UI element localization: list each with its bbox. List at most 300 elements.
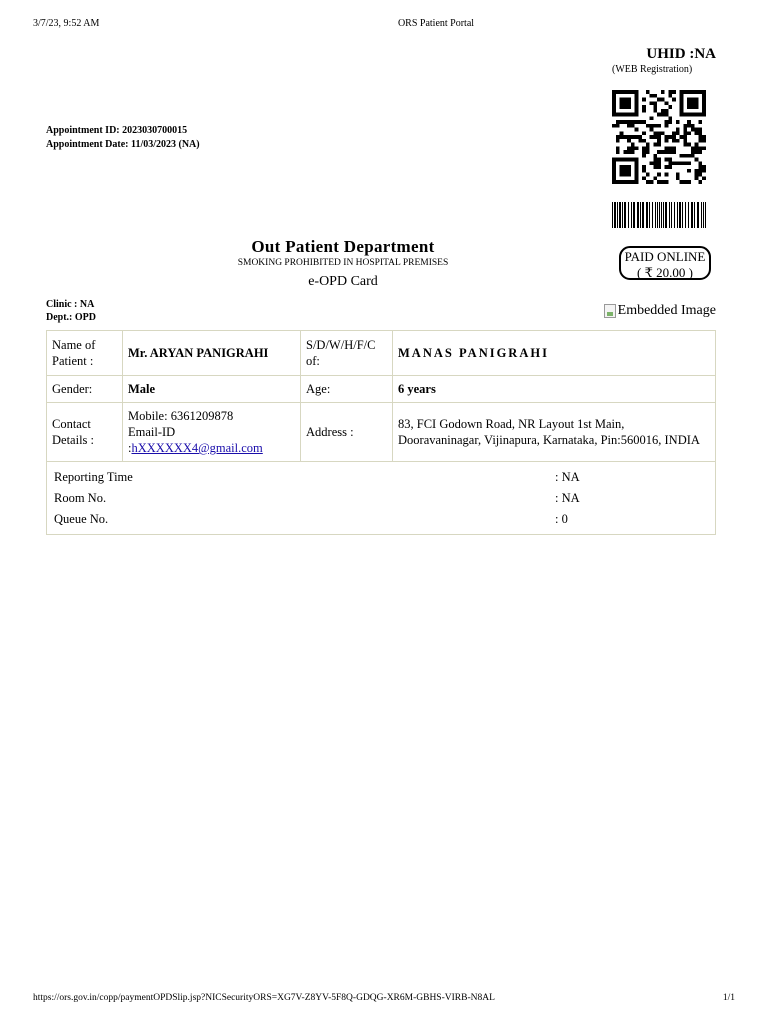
qr-module <box>665 135 669 139</box>
qr-module <box>680 90 684 94</box>
qr-module <box>642 169 646 173</box>
card-title: e-OPD Card <box>308 274 378 289</box>
qr-module <box>680 98 684 102</box>
qr-module <box>623 135 627 139</box>
appointment-date: Appointment Date: 11/03/2023 (NA) <box>46 139 200 150</box>
qr-module <box>616 139 620 143</box>
barcode-bar <box>631 202 632 228</box>
qr-module <box>698 113 702 117</box>
barcode-bar <box>646 202 648 228</box>
qr-module <box>616 120 620 124</box>
qr-module <box>665 113 669 117</box>
visit-row <box>54 512 704 527</box>
qr-module <box>665 109 669 113</box>
visit-info-box <box>46 462 716 535</box>
qr-module <box>635 113 639 117</box>
qr-module <box>627 113 631 117</box>
qr-module <box>631 124 635 128</box>
qr-module <box>702 113 706 117</box>
embedded-image-alt: Embedded Image <box>617 303 716 318</box>
email-link[interactable]: hXXXXXX4@gmail.com <box>131 441 263 455</box>
name-label: Name of Patient : <box>47 331 123 376</box>
qr-module <box>668 90 672 94</box>
reporting-time-value: : NA <box>555 470 580 484</box>
qr-module <box>646 90 650 94</box>
qr-module <box>623 105 627 109</box>
qr-module <box>612 173 616 177</box>
contact-label: Contact Details : <box>47 403 123 462</box>
registration-type: (WEB Registration) <box>612 64 693 75</box>
qr-module <box>653 105 657 109</box>
qr-module <box>665 124 669 128</box>
qr-module <box>702 146 706 150</box>
qr-module <box>623 120 627 124</box>
qr-module <box>691 105 695 109</box>
qr-module <box>691 150 695 154</box>
uhid-label: UHID :NA <box>646 46 716 62</box>
qr-module <box>612 98 616 102</box>
qr-module <box>676 161 680 165</box>
qr-module <box>623 169 627 173</box>
barcode-bar <box>661 202 662 228</box>
qr-module <box>665 101 669 105</box>
qr-module <box>695 143 699 147</box>
qr-module <box>695 101 699 105</box>
qr-module <box>687 98 691 102</box>
visit-row <box>54 470 704 485</box>
table-row <box>47 403 716 462</box>
qr-module <box>683 180 687 184</box>
qr-module <box>635 135 639 139</box>
qr-module <box>702 98 706 102</box>
qr-module <box>616 150 620 154</box>
qr-module <box>657 124 661 128</box>
qr-module <box>672 150 676 154</box>
qr-module <box>616 90 620 94</box>
qr-module <box>698 128 702 132</box>
qr-module <box>661 109 665 113</box>
qr-module <box>668 116 672 120</box>
qr-module <box>702 101 706 105</box>
qr-module <box>642 105 646 109</box>
qr-module <box>668 165 672 169</box>
qr-module <box>683 90 687 94</box>
age-label: Age: <box>301 376 393 403</box>
qr-module <box>620 180 624 184</box>
qr-module <box>620 90 624 94</box>
appointment-id: Appointment ID: 2023030700015 <box>46 125 188 136</box>
qr-module <box>653 161 657 165</box>
qr-module <box>687 124 691 128</box>
qr-module <box>653 154 657 158</box>
qr-module <box>620 158 624 162</box>
qr-module <box>623 90 627 94</box>
qr-module <box>635 169 639 173</box>
qr-module <box>680 109 684 113</box>
embedded-image <box>604 303 716 319</box>
qr-module <box>657 98 661 102</box>
qr-module <box>635 90 639 94</box>
qr-module <box>620 135 624 139</box>
qr-module <box>612 169 616 173</box>
qr-module <box>650 161 654 165</box>
qr-module <box>687 161 691 165</box>
qr-module <box>683 131 687 135</box>
qr-module <box>665 146 669 150</box>
queue-no-label: Queue No. <box>54 512 109 526</box>
patient-name: Mr. ARYAN PANIGRAHI <box>123 331 301 376</box>
qr-module <box>620 131 624 135</box>
qr-module <box>683 113 687 117</box>
qr-module <box>616 180 620 184</box>
qr-module <box>631 146 635 150</box>
barcode-bar <box>674 202 675 228</box>
barcode-bar <box>679 202 681 228</box>
qr-module <box>676 176 680 180</box>
qr-module <box>687 101 691 105</box>
queue-no-value: : 0 <box>555 512 568 526</box>
qr-module <box>653 158 657 162</box>
qr-module <box>683 143 687 147</box>
qr-module <box>627 173 631 177</box>
qr-module <box>631 180 635 184</box>
qr-module <box>616 158 620 162</box>
qr-module <box>627 180 631 184</box>
barcode-bar <box>624 202 626 228</box>
qr-module <box>657 113 661 117</box>
qr-module <box>698 131 702 135</box>
qr-module <box>672 135 676 139</box>
barcode-bar <box>703 202 704 228</box>
qr-module <box>623 180 627 184</box>
qr-module <box>650 101 654 105</box>
qr-module <box>676 173 680 177</box>
qr-module <box>687 120 691 124</box>
qr-module <box>623 165 627 169</box>
qr-module <box>672 161 676 165</box>
qr-module <box>635 173 639 177</box>
qr-module <box>698 173 702 177</box>
barcode-bar <box>657 202 658 228</box>
qr-module <box>623 113 627 117</box>
qr-module <box>695 176 699 180</box>
qr-module <box>635 146 639 150</box>
qr-module <box>702 90 706 94</box>
qr-module <box>620 105 624 109</box>
qr-module <box>612 176 616 180</box>
qr-module <box>631 158 635 162</box>
clinic-name: Clinic : NA <box>46 299 95 310</box>
qr-module <box>680 180 684 184</box>
qr-module <box>657 135 661 139</box>
qr-module <box>635 176 639 180</box>
barcode-bar <box>628 202 629 228</box>
qr-module <box>650 180 654 184</box>
qr-module <box>616 124 620 128</box>
qr-module <box>698 161 702 165</box>
qr-module <box>680 135 684 139</box>
qr-module <box>695 158 699 162</box>
qr-module <box>680 113 684 117</box>
qr-module <box>665 165 669 169</box>
department-name: Dept.: OPD <box>46 312 96 323</box>
qr-module <box>702 94 706 98</box>
room-no-value: : NA <box>555 491 580 505</box>
qr-module <box>695 98 699 102</box>
qr-module <box>698 150 702 154</box>
qr-module <box>653 124 657 128</box>
qr-module <box>653 135 657 139</box>
page-number: 1/1 <box>722 993 735 1003</box>
qr-module <box>623 101 627 105</box>
qr-module <box>698 135 702 139</box>
qr-module <box>612 158 616 162</box>
mobile-number: Mobile: 6361209878 <box>128 409 234 423</box>
barcode-bar <box>649 202 650 228</box>
email-label: Email-ID <box>128 425 176 439</box>
qr-module <box>631 120 635 124</box>
barcode-bar <box>665 202 667 228</box>
qr-module <box>698 165 702 169</box>
qr-module <box>657 131 661 135</box>
qr-module <box>631 90 635 94</box>
qr-module <box>691 146 695 150</box>
address-label: Address : <box>301 403 393 462</box>
barcode-bar <box>640 202 641 228</box>
barcode-bar <box>682 202 683 228</box>
qr-module <box>683 161 687 165</box>
qr-module <box>612 101 616 105</box>
barcode-bar <box>669 202 670 228</box>
address-value: 83, FCI Godown Road, NR Layout 1st Main, Dooravaninagar, Vijinapura, Karnataka, Pin:560016, INDIA <box>393 403 716 462</box>
qr-module <box>698 120 702 124</box>
visit-row <box>54 491 704 506</box>
qr-module <box>676 120 680 124</box>
qr-module <box>642 150 646 154</box>
qr-module <box>687 113 691 117</box>
qr-module <box>653 176 657 180</box>
qr-module <box>683 128 687 132</box>
barcode-bar <box>701 202 702 228</box>
page-title: ORS Patient Portal <box>397 18 475 29</box>
paid-online-stamp <box>619 246 711 280</box>
qr-module <box>691 98 695 102</box>
qr-module <box>665 180 669 184</box>
barcode-bar <box>671 202 672 228</box>
gender-label: Gender: <box>47 376 123 403</box>
qr-module <box>642 109 646 113</box>
qr-module <box>635 101 639 105</box>
barcode-bar <box>691 202 693 228</box>
qr-module <box>657 173 661 177</box>
qr-module <box>627 120 631 124</box>
qr-module <box>635 165 639 169</box>
qr-module <box>698 180 702 184</box>
qr-module <box>638 135 642 139</box>
qr-module <box>631 113 635 117</box>
qr-module <box>668 135 672 139</box>
qr-module <box>702 165 706 169</box>
qr-module <box>687 180 691 184</box>
qr-module <box>665 139 669 143</box>
qr-module <box>650 94 654 98</box>
relation-name: MANAS PANIGRAHI <box>393 331 716 376</box>
qr-module <box>672 146 676 150</box>
qr-module <box>638 120 642 124</box>
barcode-bar <box>694 202 695 228</box>
qr-module <box>668 161 672 165</box>
qr-module <box>683 124 687 128</box>
qr-module <box>623 173 627 177</box>
qr-module <box>680 154 684 158</box>
qr-module <box>627 90 631 94</box>
qr-module <box>698 169 702 173</box>
qr-module <box>650 124 654 128</box>
qr-module <box>650 128 654 132</box>
qr-module <box>616 135 620 139</box>
qr-module <box>635 120 639 124</box>
barcode-bar <box>705 202 706 228</box>
qr-module <box>635 161 639 165</box>
qr-module <box>627 146 631 150</box>
qr-module <box>702 169 706 173</box>
qr-module <box>627 150 631 154</box>
barcode-bar <box>659 202 660 228</box>
qr-module <box>638 139 642 143</box>
payment-status: PAID ONLINE <box>624 249 706 264</box>
qr-module <box>627 101 631 105</box>
qr-module <box>672 90 676 94</box>
qr-module <box>683 154 687 158</box>
barcode-bar <box>622 202 623 228</box>
qr-module <box>646 180 650 184</box>
qr-module <box>665 158 669 162</box>
qr-module <box>635 94 639 98</box>
qr-module <box>683 135 687 139</box>
qr-module <box>702 176 706 180</box>
barcode-bar <box>688 202 689 228</box>
qr-module <box>698 90 702 94</box>
qr-module <box>668 94 672 98</box>
qr-module <box>616 146 620 150</box>
patient-details-table <box>46 330 716 462</box>
qr-module <box>657 165 661 169</box>
qr-module <box>657 158 661 162</box>
barcode-bar <box>697 202 699 228</box>
qr-module <box>672 131 676 135</box>
qr-module <box>627 124 631 128</box>
qr-module <box>672 98 676 102</box>
qr-module <box>691 128 695 132</box>
barcode-bar <box>617 202 618 228</box>
qr-module <box>657 180 661 184</box>
gender-value: Male <box>123 376 301 403</box>
qr-module <box>612 165 616 169</box>
qr-module <box>702 139 706 143</box>
qr-module <box>687 154 691 158</box>
qr-module <box>623 150 627 154</box>
qr-module <box>612 180 616 184</box>
qr-module <box>695 169 699 173</box>
qr-module <box>657 150 661 154</box>
table-row <box>47 376 716 403</box>
qr-module <box>646 173 650 177</box>
qr-module <box>616 113 620 117</box>
qr-module <box>698 146 702 150</box>
qr-module <box>642 98 646 102</box>
qr-module <box>620 165 624 169</box>
qr-module <box>623 158 627 162</box>
qr-module <box>695 105 699 109</box>
qr-module <box>691 154 695 158</box>
qr-module <box>627 135 631 139</box>
email-row <box>128 440 295 456</box>
qr-module <box>635 158 639 162</box>
qr-module <box>695 150 699 154</box>
qr-module <box>702 109 706 113</box>
qr-module <box>653 109 657 113</box>
qr-module <box>668 120 672 124</box>
qr-module <box>650 135 654 139</box>
qr-module <box>642 165 646 169</box>
qr-module <box>635 180 639 184</box>
qr-module <box>623 98 627 102</box>
qr-module <box>620 120 624 124</box>
payment-amount: ( ₹ 20.00 ) <box>637 265 693 280</box>
qr-module <box>676 139 680 143</box>
qr-module <box>661 131 665 135</box>
qr-module <box>668 105 672 109</box>
qr-module <box>665 120 669 124</box>
qr-module <box>657 139 661 143</box>
qr-module <box>668 158 672 162</box>
qr-module <box>691 101 695 105</box>
broken-image-icon <box>604 304 616 318</box>
qr-module <box>631 150 635 154</box>
qr-module <box>627 139 631 143</box>
qr-module <box>695 128 699 132</box>
qr-module <box>668 146 672 150</box>
qr-module <box>691 90 695 94</box>
barcode-bar <box>677 202 678 228</box>
qr-module <box>620 98 624 102</box>
qr-module <box>680 161 684 165</box>
qr-module <box>687 105 691 109</box>
qr-module <box>687 90 691 94</box>
qr-module <box>687 131 691 135</box>
qr-module <box>646 124 650 128</box>
qr-module <box>653 101 657 105</box>
qr-module <box>676 131 680 135</box>
room-no-label: Room No. <box>54 491 107 505</box>
qr-module <box>646 150 650 154</box>
qr-module <box>620 173 624 177</box>
qr-module <box>661 113 665 117</box>
qr-module <box>687 143 691 147</box>
qr-module <box>646 146 650 150</box>
qr-module <box>627 98 631 102</box>
qr-module <box>642 176 646 180</box>
qr-module <box>687 169 691 173</box>
qr-module <box>695 113 699 117</box>
qr-module <box>676 128 680 132</box>
department-title: Out Patient Department <box>251 237 435 256</box>
qr-module <box>612 161 616 165</box>
qr-module <box>653 94 657 98</box>
qr-module <box>657 143 661 147</box>
qr-module <box>646 143 650 147</box>
qr-module <box>631 143 635 147</box>
